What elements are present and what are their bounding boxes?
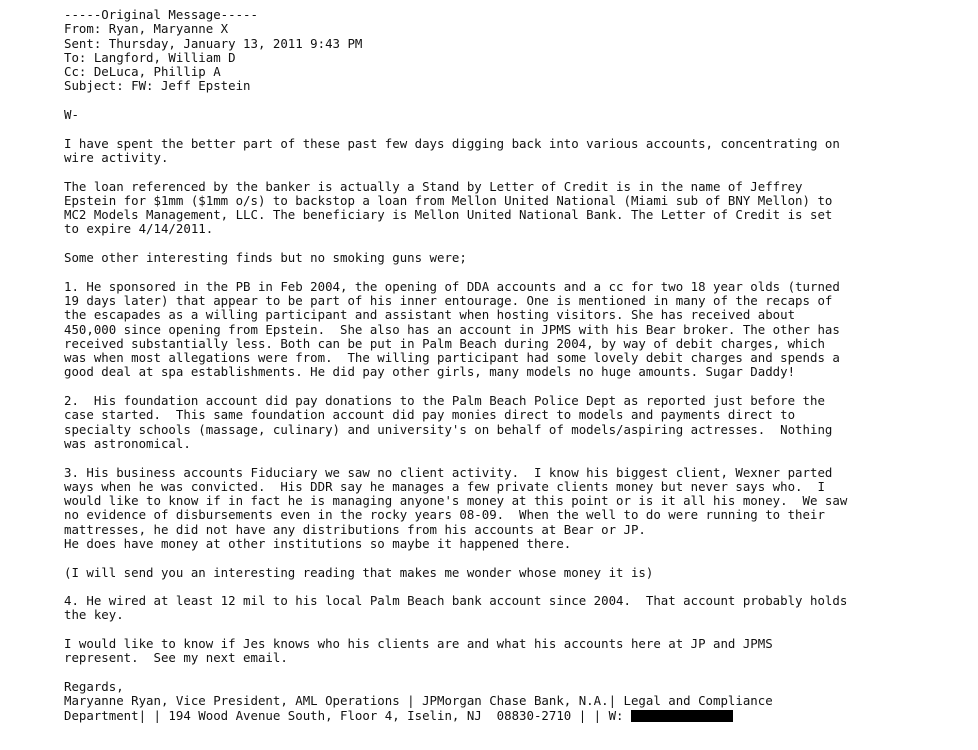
paragraph-line: represent. See my next email. [64,650,288,666]
request-paragraph [64,637,964,666]
signature-block [64,680,964,723]
aside-line: (I will send you an interesting reading that makes me wonder whose money it is) [64,564,654,580]
paragraph-line: I would like to know if Jes knows who his clients are and what his accounts here at JP and JPMS [64,636,773,652]
email-header [64,8,964,94]
paragraph-line: He does have money at other institutions so maybe it happened there. [64,535,572,551]
to-line: To: Langford, William D [64,49,236,65]
paragraph-line: received substantially less. Both can be put in Palm Beach during 2004, by way of debit charges, which [64,335,825,351]
signature-line: Maryanne Ryan, Vice President, AML Operations | JPMorgan Chase Bank, N.A.| Legal and Compliance [64,693,773,709]
paragraph-line: no evidence of disbursements even in the rocky years 08-09. When the well to do were running to their [64,507,825,523]
point-4-paragraph [64,594,964,623]
paragraph-line: MC2 Models Management, LLC. The beneficiary is Mellon United National Bank. The Letter of Credit is set [64,207,833,223]
paragraph-line: I have spent the better part of these past few days digging back into various accounts, concentrating on [64,135,840,151]
paragraph-line: good deal at spa establishments. He did pay other girls, many models no huge amounts. Sugar Daddy! [64,364,796,380]
paragraph-line: was astronomical. [64,435,191,451]
paragraph-line: was when most allegations were from. The willing participant had some lovely debit charges and spends a [64,350,840,366]
point-3-paragraph [64,466,964,552]
point-2-paragraph [64,394,964,451]
paragraph-line: to expire 4/14/2011. [64,221,214,237]
paragraph-line: Epstein for $1mm ($1mm o/s) to backstop a loan from Mellon United National (Miami sub of BNY Mellon) to [64,192,833,208]
paragraph-line: would like to know if in fact he is managing anyone's money at this point or is it all his money. We saw [64,493,848,509]
paragraph-line: the key. [64,607,124,623]
signature-line [64,709,964,723]
paragraph-line: specialty schools (massage, culinary) and university's on behalf of models/aspiring actresses. Nothing [64,421,833,437]
paragraph-line: 4. He wired at least 12 mil to his local Palm Beach bank account since 2004. That account probably holds [64,593,848,609]
closing: Regards, [64,678,124,694]
paragraph-line: the escapades as a willing participant and assistant when hosting visitors. She has received about [64,307,796,323]
address-text: Department| | 194 Wood Avenue South, Floor 4, Iselin, NJ 08830-2710 | | W: [64,707,631,723]
cc-line: Cc: DeLuca, Phillip A [64,64,221,80]
original-message-banner: -----Original Message----- [64,7,258,22]
greeting: W- [64,107,79,123]
loan-paragraph [64,180,964,237]
email-document [64,8,964,723]
paragraph-line: case started. This same foundation account did pay monies direct to models and payments direct to [64,407,796,423]
intro-paragraph [64,137,964,166]
paragraph-line: ways when he was convicted. His DDR say he manages a few private clients money but never says who. I [64,478,825,494]
finds-intro: Some other interesting finds but no smoking guns were; [64,250,467,266]
paragraph-line: 2. His foundation account did pay donations to the Palm Beach Police Dept as reported just before the [64,393,825,409]
subject-line: Subject: FW: Jeff Epstein [64,78,251,94]
point-1-paragraph [64,280,964,380]
paragraph-line: wire activity. [64,149,169,165]
paragraph-line: 1. He sponsored in the PB in Feb 2004, the opening of DDA accounts and a cc for two 18 year olds (turned [64,278,840,294]
paragraph-line: 450,000 since opening from Epstein. She also has an account in JPMS with his Bear broker. The other has [64,321,840,337]
paragraph-line: mattresses, he did not have any distributions from his accounts at Bear or JP. [64,521,646,537]
paragraph-line: The loan referenced by the banker is actually a Stand by Letter of Credit is in the name of Jeffrey [64,178,803,194]
redaction-bar [631,710,733,722]
sent-line: Sent: Thursday, January 13, 2011 9:43 PM [64,35,363,51]
paragraph-line: 3. His business accounts Fiduciary we saw no client activity. I know his biggest client, Wexner parted [64,464,833,480]
from-line: From: Ryan, Maryanne X [64,21,229,37]
paragraph-line: 19 days later) that appear to be part of his inner entourage. One is mentioned in many of the recaps of [64,292,833,308]
